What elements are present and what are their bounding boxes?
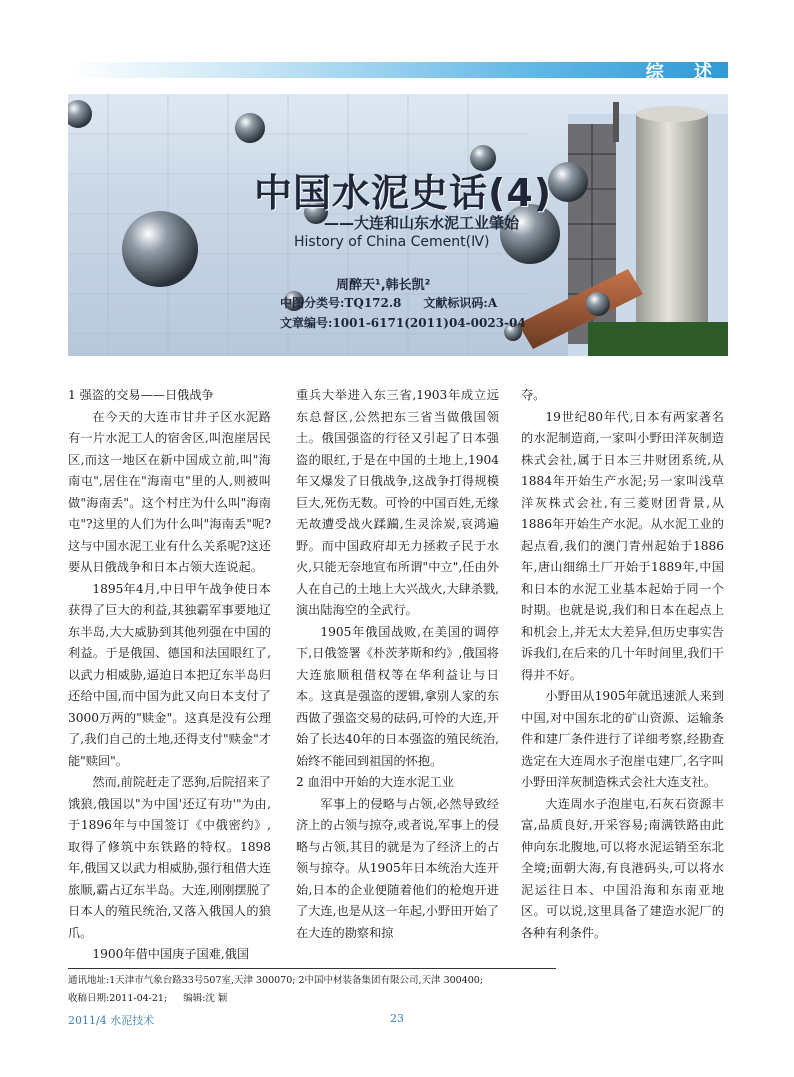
journal-name: 2011/4 水泥技术 (68, 1014, 155, 1027)
section-heading: 2 血泪中开始的大连水泥工业 (296, 775, 454, 789)
paragraph: 1895年4月,中日甲午战争使日本获得了巨大的利益,其独霸军事要地辽东半岛,大大威胁到其他列强在中国的利益。于是俄国、德国和法国眼红了,以武力相威胁,逼迫日本把辽东半岛归还给中国,而中国为此又向日本支付了3000万两的"赎金"。这真是没有公理了,我们自己的土地,还得支付"赎金"才能"赎回"。 (68, 581, 271, 768)
section-heading: 1 强盗的交易——日俄战争 (68, 388, 214, 402)
received-date: 收稿日期:2011-04-21; (68, 993, 168, 1004)
document-code: 文献标识码:A (423, 296, 498, 310)
page-number: 23 (390, 1012, 404, 1025)
article-subtitle: ——大连和山东水泥工业肇始 (324, 214, 520, 232)
title-banner (68, 94, 728, 356)
paragraph: 重兵大举进入东三省,1903年成立远东总督区,公然把东三省当做俄国领土。俄国强盗的行径又引起了日本强盗的眼红,于是在中国的土地上,1904年又爆发了日俄战争,这战争打得规模巨大,死伤无数。可怜的中国百姓,无缘无故遭受战火蹂躏,生灵涂炭,哀鸿遍野。而中国政府却无力拯救子民于水火,只能无奈地宣布所谓"中立",任由外人在自己的土地上大兴战火,大肆杀戮,演出陆海空的全武行。 (296, 388, 499, 617)
classification-line (280, 294, 497, 311)
footnote-dates (68, 990, 227, 1004)
paragraph: 夺。 (521, 388, 546, 402)
footnote-address: 通讯地址:1天津市气象台路33号507室,天津 300070; 2中国中材装备集团有限公司,天津 300400; (68, 975, 484, 986)
paragraph: 小野田从1905年就迅速派人来到中国,对中国东北的矿山资源、运输条件和建厂条件进行了详细考察,经勘查选定在大连周水子泡崖屯建厂,名字叫小野田洋灰制造株式会社大连支社。 (521, 689, 724, 789)
paragraph: 在今天的大连市甘井子区水泥路有一片水泥工人的宿舍区,叫泡崖居民区,而这一地区在新中国成立前,叫"海南屯",居住在"海南屯"里的人,则被叫做"海南丢"。这个村庄为什么叫"海南屯"?这里的人们为什么叫"海南丢"呢?这与中国水泥工业有什么关系呢?这还要从日俄战争和日本占领大连说起。 (68, 409, 271, 574)
paragraph: 大连周水子泡崖屯,石灰石资源丰富,品质良好,开采容易;南满铁路由此伸向东北腹地,可以将水泥运销至东北全境;面朝大海,有良港码头,可以将水泥运往日本、中国沿海和东南亚地区。可以说,这里具备了建造水泥厂的各种有利条件。 (521, 796, 724, 940)
clc-number: 中图分类号:TQ172.8 (280, 296, 402, 310)
editor: 编辑:沈 颖 (183, 993, 228, 1004)
article-body (68, 385, 728, 961)
paragraph: 1900年借中国庚子国难,俄国 (92, 947, 250, 961)
article-title-en: History of China Cement(Ⅳ) (294, 234, 490, 250)
authors: 周醉天¹,韩长凯² (336, 278, 431, 293)
article-title: 中国水泥史话(4) (254, 171, 553, 215)
paragraph: 19世纪80年代,日本有两家著名的水泥制造商,一家叫小野田洋灰制造株式会社,属于日本三井财团系统,从1884年开始生产水泥;另一家叫浅草洋灰株式会社,有三菱财团背景,从1886年开始生产水泥。从水泥工业的起点看,我们的澳门青州起始于1886年,唐山细绵土厂开始于1889年,中国和日本的水泥工业基本起始于同一个时期。也就是说,我们和日本在起点上和机会上,并无太大差异,但历史事实告诉我们,在后来的几十年时间里,我们干得并不好。 (521, 409, 724, 682)
column-1 (68, 385, 271, 966)
column-2 (296, 385, 499, 944)
paragraph: 军事上的侵略与占领,必然导致经济上的占领与掠夺,或者说,军事上的侵略与占领,其目的就是为了经济上的占领与掠夺。从1905年日本统治大连开始,日本的企业便随着他们的枪炮开进了大连,也是从这一年起,小野田开始了在大连的勘察和掠 (296, 796, 499, 940)
article-number: 文章编号:1001-6171(2011)04-0023-04 (280, 316, 526, 330)
footnote-rule (68, 968, 556, 969)
paragraph: 然而,前院赶走了恶狗,后院招来了饿狼,俄国以"为中国'还辽有功'"为由,于1896年与中国签订《中俄密约》,取得了修筑中东铁路的特权。1898年,俄国又以武力相威胁,强行租借大连旅顺,霸占辽东半岛。大连,刚刚摆脱了日本人的殖民统治,又落入俄国人的狼爪。 (68, 775, 271, 940)
header-gradient-bar (68, 62, 728, 78)
section-tag: 综 述 (645, 62, 724, 83)
column-3 (521, 385, 724, 944)
paragraph: 1905年俄国战败,在美国的调停下,日俄签署《朴茨茅斯和约》,俄国将大连旅顺租借权等在华利益让与日本。这真是强盗的逻辑,拿别人家的东西做了强盗交易的砝码,可怜的大连,开始了长达40年的日本强盗的殖民统治,始终不能回到祖国的怀抱。 (296, 624, 499, 768)
